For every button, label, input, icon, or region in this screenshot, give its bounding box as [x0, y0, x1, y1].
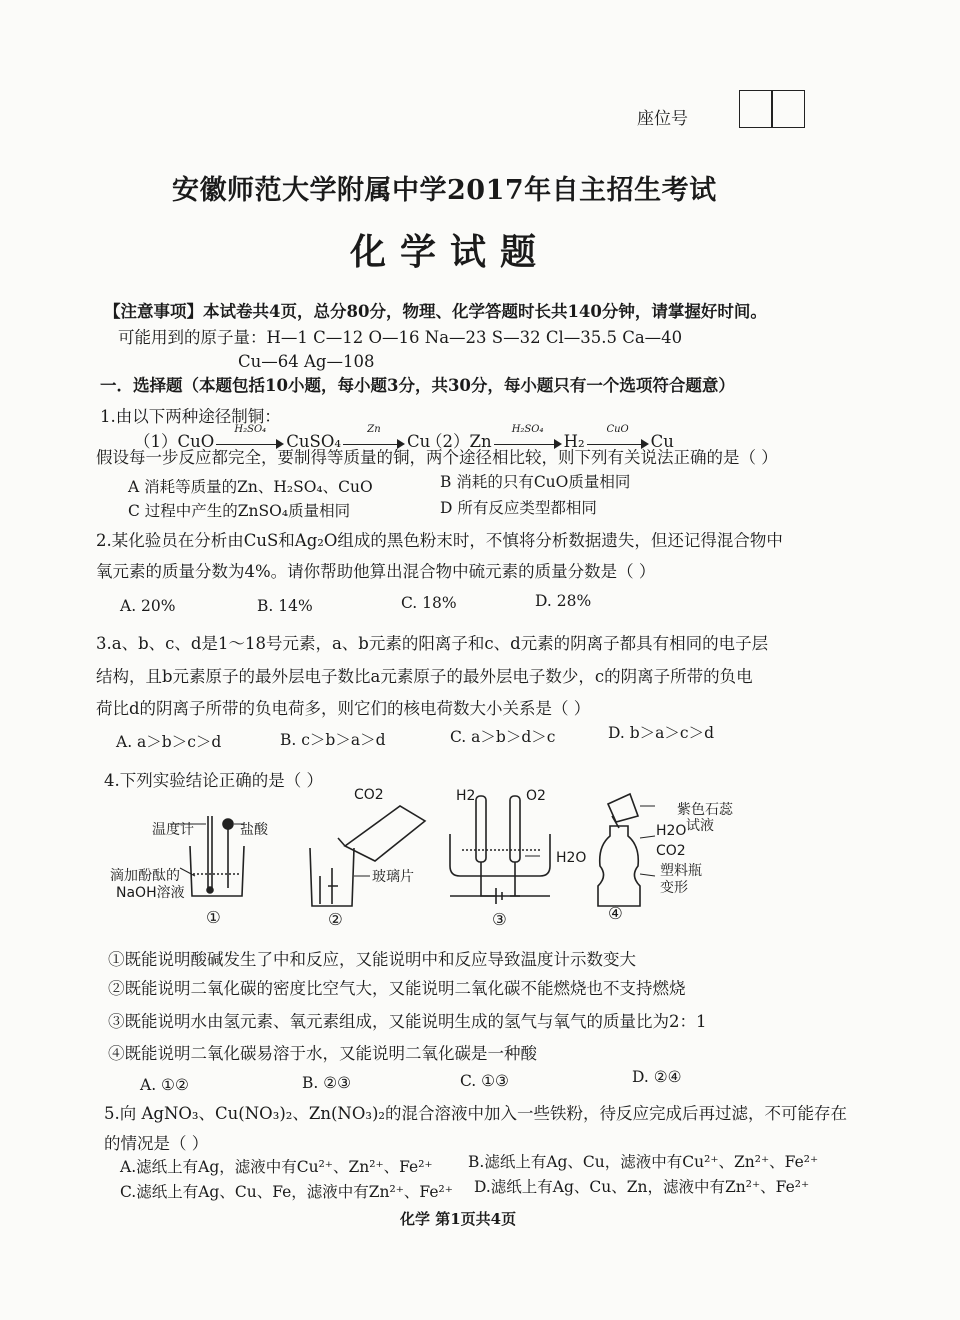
- label-plastic-bottle: 塑料瓶: [660, 863, 702, 879]
- label-naoh: NaOH溶液: [116, 885, 185, 901]
- q1-route2-end: Cu: [650, 432, 674, 451]
- fig-number-4: ④: [608, 904, 623, 923]
- q2-option-a: A. 20%: [120, 597, 176, 615]
- q4-statement-1: ①既能说明酸碱发生了中和反应，又能说明中和反应导致温度计示数变大: [108, 950, 636, 969]
- label-deformed: 变形: [660, 880, 688, 896]
- page-footer: 化学 第1页共4页: [400, 1210, 517, 1228]
- q4-statement-4: ④既能说明二氧化碳易溶于水，又能说明二氧化碳是一种酸: [108, 1044, 537, 1063]
- label-water: H2O: [556, 850, 587, 866]
- q3-option-c: C. a＞b＞d＞c: [450, 728, 556, 746]
- q5-line-2: 的情况是（ ）: [104, 1134, 209, 1153]
- q2-option-b: B. 14%: [257, 597, 313, 615]
- q3-line-2: 结构，且b元素原子的最外层电子数比a元素原子的最外层电子数少，c的阴离子所带的负电: [96, 667, 753, 686]
- arrow-label: H₂SO₄: [234, 423, 267, 435]
- notice-line: [104, 298, 767, 322]
- label-litmus: 紫色石蕊: [677, 802, 733, 818]
- q4-option-a: A. ①②: [140, 1076, 189, 1094]
- q4-option-c: C. ①③: [460, 1072, 509, 1090]
- q1-route2-start: （2）Zn: [426, 432, 492, 451]
- q1-route1-mid: CuSO₄: [286, 432, 341, 451]
- q5-option-a: A.滤纸上有Ag，滤液中有Cu²⁺、Zn²⁺、Fe²⁺: [120, 1158, 433, 1176]
- notice-label: 【注意事项】: [104, 302, 203, 321]
- fig-number-3: ③: [492, 910, 507, 929]
- q5-option-d: D.滤纸上有Ag、Cu、Zn，滤液中有Zn²⁺、Fe²⁺: [474, 1178, 810, 1196]
- q2-option-d: D. 28%: [535, 592, 592, 610]
- atomic-mass-line-1: 可能用到的原子量：H—1 C—12 O—16 Na—23 S—32 Cl—35.5 Ca—40: [118, 328, 683, 347]
- label-glass-plate: 玻璃片: [372, 869, 414, 885]
- label-litmus-solution: 试液: [686, 818, 714, 834]
- fig-number-1: ①: [206, 908, 221, 927]
- q1-question: 假设每一步反应都完全，要制得等质量的铜，两个途径相比较，则下列有关说法正确的是（ ）: [96, 448, 778, 467]
- notice-text: 本试卷共4页，总分80分，物理、化学答题时长共140分钟，请掌握好时间。: [203, 302, 767, 321]
- q4-statement-3: ③既能说明水由氢元素、氧元素组成，又能说明生成的氢气与氧气的质量比为2：1: [108, 1012, 707, 1031]
- electrolysis-diagram: [450, 796, 550, 904]
- q3-line-1: 3.a、b、c、d是1～18号元素，a、b元素的阳离子和c、d元素的阴离子都具有相同的电子层: [96, 634, 769, 653]
- q4-option-b: B. ②③: [302, 1074, 352, 1092]
- q4-option-d: D. ②④: [632, 1068, 682, 1086]
- q5-option-b: B.滤纸上有Ag、Cu，滤液中有Cu²⁺、Zn²⁺、Fe²⁺: [468, 1153, 819, 1171]
- seat-number-box: [739, 90, 805, 128]
- label-co2-gas: CO2: [354, 787, 384, 803]
- label-phenolphthalein: 滴加酚酞的: [110, 868, 180, 884]
- q1-route1-end: Cu: [406, 432, 431, 451]
- arrow-label: H₂SO₄: [511, 423, 544, 435]
- q1-option-d: D 所有反应类型都相同: [440, 499, 597, 517]
- q1-stem: 1.由以下两种途径制铜：: [100, 407, 281, 426]
- q2-line-2: 氧元素的质量分数为4%。请你帮助他算出混合物中硫元素的质量分数是（ ）: [96, 562, 656, 581]
- plastic-bottle-diagram: [598, 794, 655, 906]
- label-acid: 盐酸: [240, 822, 268, 838]
- q2-option-c: C. 18%: [401, 594, 457, 612]
- atomic-mass-line-2: Cu—64 Ag—108: [238, 352, 375, 371]
- label-bottle-co2: CO2: [656, 843, 686, 859]
- q3-line-3: 荷比d的阴离子所带的负电荷多，则它们的核电荷数大小关系是（ ）: [96, 699, 591, 718]
- q3-option-a: A. a＞b＞c＞d: [116, 733, 222, 751]
- q3-option-b: B. c＞b＞a＞d: [280, 731, 386, 749]
- q2-line-1: 2.某化验员在分析由CuS和Ag₂O组成的黑色粉末时，不慎将分析数据遗失，但还记得混合物中: [96, 531, 783, 550]
- q1-option-c: C 过程中产生的ZnSO₄质量相同: [128, 502, 351, 520]
- exam-title: 安徽师范大学附属中学2017年自主招生考试: [172, 175, 717, 206]
- label-thermometer: 温度计: [152, 822, 194, 838]
- q3-option-d: D. b＞a＞c＞d: [608, 724, 714, 742]
- exam-subtitle: 化学试题: [350, 231, 551, 273]
- q4-stem: 4.下列实验结论正确的是（ ）: [104, 771, 323, 790]
- co2-candle-diagram: [310, 806, 425, 906]
- q1-route1-start: （1）CuO: [134, 432, 215, 451]
- label-bottle-water: H2O: [656, 823, 687, 839]
- q5-line-1: 5.向 AgNO₃、Cu(NO₃)₂、Zn(NO₃)₂的混合溶液中加入一些铁粉，待反应完成后再过滤，不可能存在: [104, 1104, 848, 1123]
- fig-number-2: ②: [328, 910, 343, 929]
- q1-option-a: A 消耗等质量的Zn、H₂SO₄、CuO: [128, 478, 373, 496]
- section-title: 一．选择题（本题包括10小题，每小题3分，共30分，每小题只有一个选项符合题意）: [100, 376, 735, 395]
- arrow-label: CuO: [606, 423, 629, 435]
- q4-statement-2: ②既能说明二氧化碳的密度比空气大，又能说明二氧化碳不能燃烧也不支持燃烧: [108, 979, 686, 998]
- q1-option-b: B 消耗的只有CuO质量相同: [440, 473, 631, 491]
- q5-option-c: C.滤纸上有Ag、Cu、Fe，滤液中有Zn²⁺、Fe²⁺: [120, 1183, 453, 1201]
- label-o2: O2: [526, 788, 546, 804]
- q1-route2-mid: H₂: [563, 432, 585, 451]
- label-h2: H2: [456, 788, 476, 804]
- seat-number-label: 座位号: [637, 109, 688, 129]
- arrow-label: Zn: [367, 423, 381, 435]
